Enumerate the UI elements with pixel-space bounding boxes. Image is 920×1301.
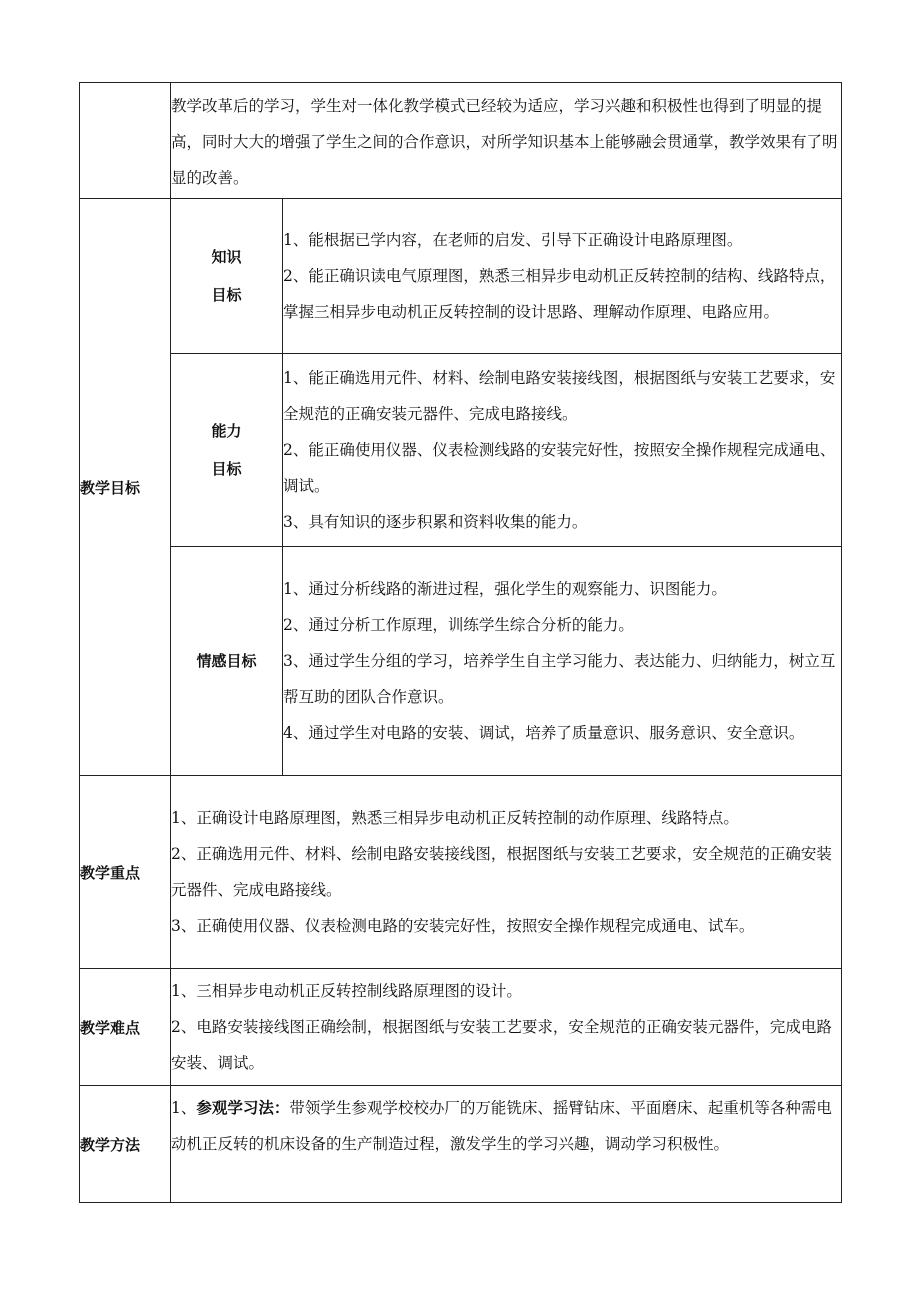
ability-item: 1、能正确选用元件、材料、绘制电路安装接线图，根据图纸与安装工艺要求，安全规范的正确安装元器件、完成电路接线。 — [283, 369, 836, 423]
intro-label-cell — [80, 83, 171, 199]
ability-objectives-label — [171, 354, 283, 547]
key-points-content — [171, 776, 842, 969]
emotion-item: 3、通过学生分组的学习，培养学生自主学习能力、表达能力、归纳能力，树立互帮互助的团队合作意识。 — [283, 652, 836, 706]
difficulties-label: 教学难点 — [80, 969, 171, 1086]
key-point-item: 3、正确使用仪器、仪表检测电路的安装完好性，按照安全操作规程完成通电、试车。 — [171, 917, 755, 935]
difficulty-item: 2、电路安装接线图正确绘制，根据图纸与安装工艺要求，安全规范的正确安装元器件，完成电路安装、调试。 — [171, 1018, 832, 1072]
methods-row — [80, 1086, 842, 1203]
knowledge-objectives-row — [80, 199, 842, 354]
method-item-title: 参观学习法： — [196, 1098, 290, 1117]
key-point-item: 1、正确设计电路原理图，熟悉三相异步电动机正反转控制的动作原理、线路特点。 — [171, 809, 739, 827]
difficulties-row — [80, 969, 842, 1086]
knowledge-label-line1: 知识 — [211, 248, 242, 266]
emotion-item: 1、通过分析线路的渐进过程，强化学生的观察能力、识图能力。 — [283, 580, 727, 598]
key-points-row — [80, 776, 842, 969]
emotion-item: 4、通过学生对电路的安装、调试，培养了质量意识、服务意识、安全意识。 — [283, 724, 805, 742]
knowledge-objectives-content — [283, 199, 842, 354]
method-item — [171, 1090, 841, 1162]
method-item-prefix: 1、 — [171, 1099, 197, 1117]
difficulty-item: 1、三相异步电动机正反转控制线路原理图的设计。 — [171, 982, 522, 1000]
emotion-item: 2、通过分析工作原理，训练学生综合分析的能力。 — [283, 616, 634, 634]
method-item-text: 带领学生参观学校校办厂的万能铣床、摇臂钻床、平面磨床、起重机等各种需电动机正反转的机床设备的生产制造过程，激发学生的学习兴趣，调动学习积极性。 — [171, 1099, 832, 1153]
key-point-item: 2、正确选用元件、材料、绘制电路安装接线图，根据图纸与安装工艺要求，安全规范的正确安装元器件、完成电路接线。 — [171, 845, 832, 899]
emotion-objectives-label: 情感目标 — [171, 547, 283, 776]
emotion-objectives-content — [283, 547, 842, 776]
key-points-label: 教学重点 — [80, 776, 171, 969]
objectives-label: 教学目标 — [80, 199, 171, 776]
emotion-objectives-row — [80, 547, 842, 776]
ability-item: 3、具有知识的逐步积累和资料收集的能力。 — [283, 513, 588, 531]
ability-objectives-content — [283, 354, 842, 547]
ability-objectives-row — [80, 354, 842, 547]
knowledge-item: 1、能根据已学内容，在老师的启发、引导下正确设计电路原理图。 — [283, 231, 743, 249]
intro-row — [80, 83, 842, 199]
ability-label-line2: 目标 — [211, 460, 242, 478]
difficulties-content — [171, 969, 842, 1086]
knowledge-item: 2、能正确识读电气原理图，熟悉三相异步电动机正反转控制的结构、线路特点，掌握三相异步电动机正反转控制的设计思路、理解动作原理、电路应用。 — [283, 267, 836, 321]
intro-text: 教学改革后的学习，学生对一体化教学模式已经较为适应，学习兴趣和积极性也得到了明显的提高，同时大大的增强了学生之间的合作意识，对所学知识基本上能够融会贯通掌，教学效果有了明显的改善。 — [171, 97, 838, 187]
knowledge-label-line2: 目标 — [211, 286, 242, 304]
ability-label-line1: 能力 — [211, 422, 242, 440]
methods-content — [171, 1086, 842, 1203]
ability-item: 2、能正确使用仪器、仪表检测线路的安装完好性，按照安全操作规程完成通电、调试。 — [283, 441, 836, 495]
lesson-plan-table — [79, 82, 842, 1203]
methods-label: 教学方法 — [80, 1086, 171, 1203]
intro-text-cell — [171, 83, 842, 199]
knowledge-objectives-label — [171, 199, 283, 354]
